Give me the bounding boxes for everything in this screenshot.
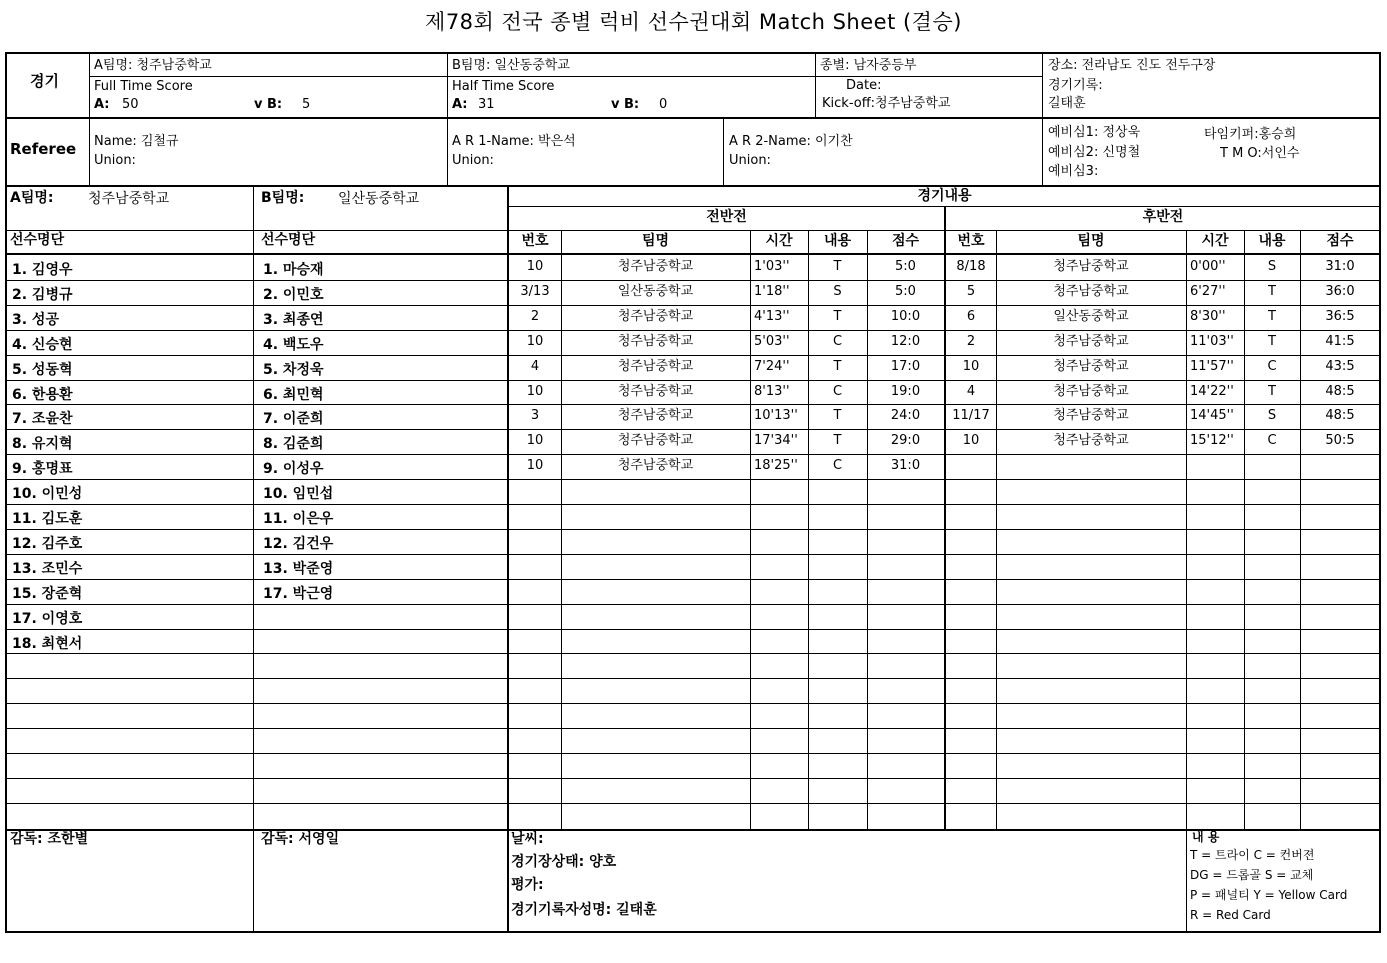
- first-half-col-header: 팀명: [641, 233, 670, 249]
- row-divider: [6, 604, 1380, 605]
- full-time-b: 5: [302, 97, 311, 112]
- row-divider: [6, 653, 1380, 654]
- full-time-b-label: v B:: [254, 97, 283, 112]
- row-divider: [6, 778, 1380, 779]
- half-time-a-label: A:: [452, 97, 468, 112]
- ar2-name: A R 2-Name: 이기찬: [729, 134, 853, 149]
- second_half-cell: 50:5: [1325, 433, 1355, 449]
- second_half-cell: 일산동중학교: [1053, 308, 1129, 324]
- first_half-cell: 청주남중학교: [617, 383, 694, 399]
- first-half-col-header: 번호: [521, 233, 549, 249]
- row-divider: [6, 429, 1380, 430]
- team-a-label: A팀명:: [10, 190, 54, 206]
- team-b-player: 13. 박준영: [263, 560, 334, 577]
- coach-b: 감독: 서영일: [261, 831, 340, 847]
- second_half-cell: 6: [966, 308, 976, 324]
- team-a-player: 10. 이민성: [12, 486, 83, 503]
- team-b-player: 6. 최민혁: [263, 386, 324, 403]
- timekeeper: 타임키퍼:홍승희: [1204, 127, 1297, 142]
- second_half-cell: 청주남중학교: [1053, 383, 1129, 399]
- row-divider: [6, 479, 1380, 480]
- first_half-cell: 7'24'': [754, 358, 790, 374]
- first_half-cell: 5:0: [895, 259, 916, 274]
- first_half-cell: C: [832, 458, 843, 474]
- category: 종별: 남자중등부: [820, 58, 917, 73]
- first_half-cell: 19:0: [890, 383, 921, 399]
- first_half-cell: 청주남중학교: [617, 308, 694, 324]
- second_half-cell: 10: [962, 358, 980, 374]
- referee-union: Union:: [94, 153, 136, 168]
- row-divider: [6, 629, 1380, 630]
- match-content-label: 경기내용: [917, 188, 972, 204]
- second_half-cell: 36:0: [1325, 283, 1355, 299]
- first_half-cell: 10: [526, 259, 544, 274]
- second_half-cell: 48:5: [1325, 408, 1355, 424]
- second_half-cell: 청주남중학교: [1053, 333, 1129, 349]
- kickoff: Kick-off:청주남중학교: [822, 96, 951, 111]
- second_half-cell: 11'03'': [1190, 333, 1234, 349]
- second_half-cell: 5: [966, 283, 976, 299]
- second-half-col-header: 시간: [1201, 233, 1229, 249]
- row-divider: [6, 703, 1380, 704]
- tmo: T M O:서인수: [1220, 146, 1300, 161]
- team-a-player: 8. 유지혁: [12, 436, 73, 453]
- full-time-label: Full Time Score: [94, 79, 193, 94]
- first_half-cell: T: [833, 358, 842, 374]
- first_half-cell: C: [832, 383, 843, 399]
- weather: 날씨:: [511, 831, 544, 847]
- second_half-cell: 36:5: [1325, 308, 1355, 324]
- row-divider: [6, 579, 1380, 580]
- full-time-a-label: A:: [94, 97, 110, 112]
- first-half-col-header: 시간: [765, 233, 793, 249]
- first_half-cell: 31:0: [890, 458, 921, 474]
- second_half-cell: T: [1268, 308, 1276, 324]
- row-divider: [6, 678, 1380, 679]
- team-a-player: 3. 성공: [12, 311, 59, 328]
- second_half-cell: 8'30'': [1190, 308, 1226, 324]
- second_half-cell: 48:5: [1325, 383, 1355, 399]
- team-b-player: 10. 임민섭: [263, 486, 334, 503]
- team-b-player: 9. 이성우: [263, 461, 324, 478]
- second_half-cell: S: [1267, 259, 1277, 274]
- referee-name: Name: 김철규: [94, 134, 179, 149]
- team-b-player: 17. 박근영: [263, 585, 334, 602]
- row-divider: [6, 305, 1380, 306]
- second_half-cell: 11/17: [952, 408, 990, 424]
- first_half-cell: 4'13'': [754, 308, 790, 324]
- team-b-player: 12. 김건우: [263, 535, 334, 552]
- team-b-player: 4. 백도우: [263, 336, 324, 353]
- team-a-player: 9. 홍명표: [12, 461, 73, 478]
- second-half-col-header: 번호: [957, 233, 985, 249]
- second_half-cell: 청주남중학교: [1053, 358, 1129, 374]
- first_half-cell: 청주남중학교: [617, 458, 694, 474]
- team-b-roster-label: 선수명단: [261, 232, 316, 248]
- team-a-player: 5. 성동혁: [12, 361, 73, 378]
- first_half-cell: 10'13'': [754, 408, 798, 424]
- first_half-cell: 일산동중학교: [617, 283, 694, 299]
- first_half-cell: 1'03'': [754, 259, 790, 274]
- first_half-cell: S: [833, 283, 842, 299]
- half-time-b-label: v B:: [611, 97, 640, 112]
- team-a-player: 11. 김도훈: [12, 511, 83, 527]
- row-divider: [6, 380, 1380, 381]
- second_half-cell: 31:0: [1325, 259, 1355, 274]
- legend-line-4: R = Red Card: [1190, 908, 1271, 922]
- second_half-cell: 2: [966, 333, 976, 349]
- first-half-col-header: 내용: [823, 233, 852, 249]
- first_half-cell: 5'03'': [754, 333, 790, 349]
- first_half-cell: 24:0: [890, 408, 921, 424]
- legend-line-3: P = 패널티 Y = Yellow Card: [1190, 888, 1348, 902]
- team-a-player: 4. 신승현: [12, 336, 73, 353]
- second_half-cell: 청주남중학교: [1053, 408, 1129, 424]
- recorder: 길태훈: [1048, 96, 1086, 111]
- half-time-a: 31: [478, 97, 495, 112]
- referee-label: Referee: [10, 140, 77, 158]
- first_half-cell: 8'13'': [754, 383, 790, 399]
- first_half-cell: 청주남중학교: [617, 333, 694, 349]
- second_half-cell: 43:5: [1325, 358, 1355, 374]
- first_half-cell: T: [833, 433, 842, 449]
- second_half-cell: 8/18: [956, 259, 986, 274]
- second_half-cell: 14'45'': [1190, 408, 1234, 424]
- first_half-cell: 29:0: [890, 433, 921, 449]
- header-team-a: A팀명: 청주남중학교: [94, 58, 212, 73]
- second_half-cell: 청주남중학교: [1053, 283, 1129, 299]
- team-a-roster-label: 선수명단: [10, 232, 65, 248]
- first_half-cell: 12:0: [890, 333, 921, 349]
- row-divider: [6, 355, 1380, 356]
- full-time-a: 50: [122, 97, 139, 112]
- team-a-player: 13. 조민수: [12, 560, 83, 577]
- first_half-cell: T: [833, 308, 842, 324]
- team-a-player: 18. 최현서: [12, 635, 83, 652]
- second_half-cell: T: [1268, 333, 1276, 349]
- team-b-player: 2. 이민호: [263, 286, 324, 303]
- field-condition: 경기장상태: 양호: [511, 854, 617, 870]
- second_half-cell: 4: [966, 383, 976, 399]
- second_half-cell: T: [1268, 283, 1276, 299]
- first_half-cell: 청주남중학교: [617, 408, 694, 424]
- second-half-col-header: 팀명: [1077, 233, 1105, 249]
- team-a-player: 7. 조윤찬: [12, 411, 73, 428]
- team-a-player: 17. 이영호: [12, 610, 83, 627]
- team-b-player: 8. 김준희: [263, 436, 324, 453]
- second_half-cell: 11'57'': [1190, 358, 1234, 374]
- first_half-cell: 10:0: [890, 308, 921, 324]
- reserve-referee-3: 예비심3:: [1048, 164, 1099, 179]
- first_half-cell: 18'25'': [754, 458, 798, 474]
- first-half-col-header: 점수: [891, 233, 920, 249]
- team-a-name: 청주남중학교: [88, 191, 170, 207]
- first_half-cell: 17:0: [890, 358, 921, 374]
- row-divider: [6, 529, 1380, 530]
- row-divider: [6, 554, 1380, 555]
- team-a-player: 1. 김영우: [12, 262, 73, 278]
- evaluation: 평가:: [511, 877, 544, 893]
- first_half-cell: 5:0: [895, 283, 916, 299]
- coach-a: 감독: 조한별: [10, 831, 89, 847]
- half-time-label: Half Time Score: [452, 79, 555, 94]
- second_half-cell: 15'12'': [1190, 433, 1234, 449]
- team-b-name: 일산동중학교: [338, 191, 420, 207]
- first_half-cell: 2: [530, 308, 540, 324]
- team-a-player: 15. 장준혁: [12, 585, 83, 602]
- team-a-player: 6. 한용환: [12, 386, 73, 403]
- second-half-label: 후반전: [1142, 209, 1184, 225]
- second_half-cell: 6'27'': [1190, 283, 1226, 299]
- reserve-referee-1: 예비심1: 정상욱: [1048, 125, 1141, 140]
- ar2-union: Union:: [729, 153, 771, 168]
- venue: 장소: 전라남도 진도 전두구장: [1048, 58, 1216, 73]
- recorder-label: 경기기록:: [1048, 78, 1103, 93]
- first_half-cell: 청주남중학교: [617, 358, 694, 374]
- first_half-cell: 3/13: [520, 283, 550, 299]
- row-divider: [6, 330, 1380, 331]
- second-half-col-header: 내용: [1258, 233, 1286, 249]
- ar1-union: Union:: [452, 153, 494, 168]
- legend-title: 내 용: [1192, 830, 1220, 844]
- reserve-referee-2: 예비심2: 신명철: [1048, 145, 1141, 160]
- second_half-cell: 10: [962, 433, 980, 449]
- half-time-b: 0: [659, 97, 668, 112]
- second_half-cell: 청주남중학교: [1053, 259, 1129, 274]
- first_half-cell: C: [832, 333, 843, 349]
- ar1-name: A R 1-Name: 박은석: [452, 134, 576, 149]
- team-b-player: 5. 차정욱: [263, 361, 324, 378]
- second-half-col-header: 점수: [1326, 233, 1354, 249]
- first_half-cell: 청주남중학교: [617, 433, 694, 449]
- team-b-player: 1. 마승재: [263, 262, 324, 278]
- first_half-cell: T: [833, 259, 842, 274]
- first_half-cell: 4: [530, 358, 540, 374]
- team-b-player: 11. 이은우: [263, 511, 334, 527]
- second_half-cell: 41:5: [1325, 333, 1355, 349]
- second_half-cell: S: [1267, 408, 1277, 424]
- team-b-player: 3. 최종연: [263, 311, 324, 328]
- team-a-player: 2. 김병규: [12, 286, 73, 303]
- legend-line-2: DG = 드롭골 S = 교체: [1190, 868, 1314, 882]
- second_half-cell: C: [1267, 358, 1277, 374]
- first_half-cell: T: [833, 408, 842, 424]
- row-divider: [6, 803, 1380, 804]
- recorder-signature: 경기기록자성명: 길태훈: [511, 902, 657, 918]
- team-a-player: 12. 김주호: [12, 535, 83, 552]
- game-label: 경기: [30, 72, 59, 90]
- first_half-cell: 3: [530, 408, 540, 424]
- team-b-player: 7. 이준희: [263, 411, 324, 428]
- row-divider: [6, 404, 1380, 405]
- row-divider: [6, 504, 1380, 505]
- first-half-label: 전반전: [706, 209, 747, 225]
- legend-line-1: T = 트라이 C = 컨버젼: [1190, 848, 1315, 862]
- team-b-label: B팀명:: [261, 190, 305, 206]
- second_half-cell: T: [1268, 383, 1276, 399]
- second_half-cell: 청주남중학교: [1053, 433, 1129, 449]
- header-team-b: B팀명: 일산동중학교: [452, 58, 570, 73]
- page-title: 제78회 전국 종별 럭비 선수권대회 Match Sheet (결승): [425, 10, 962, 34]
- second_half-cell: C: [1267, 433, 1277, 449]
- row-divider: [6, 280, 1380, 281]
- first_half-cell: 10: [526, 383, 544, 399]
- row-divider: [6, 454, 1380, 455]
- row-divider: [6, 753, 1380, 754]
- first_half-cell: 17'34'': [754, 433, 798, 449]
- second_half-cell: 14'22'': [1190, 383, 1234, 399]
- first_half-cell: 청주남중학교: [617, 259, 694, 274]
- second_half-cell: 0'00'': [1190, 259, 1226, 274]
- first_half-cell: 10: [526, 458, 544, 474]
- column-header-divider: [6, 230, 1380, 231]
- first_half-cell: 10: [526, 333, 544, 349]
- first_half-cell: 1'18'': [754, 283, 790, 299]
- match-date: Date:: [846, 78, 882, 93]
- first_half-cell: 10: [526, 433, 544, 449]
- row-divider: [6, 728, 1380, 729]
